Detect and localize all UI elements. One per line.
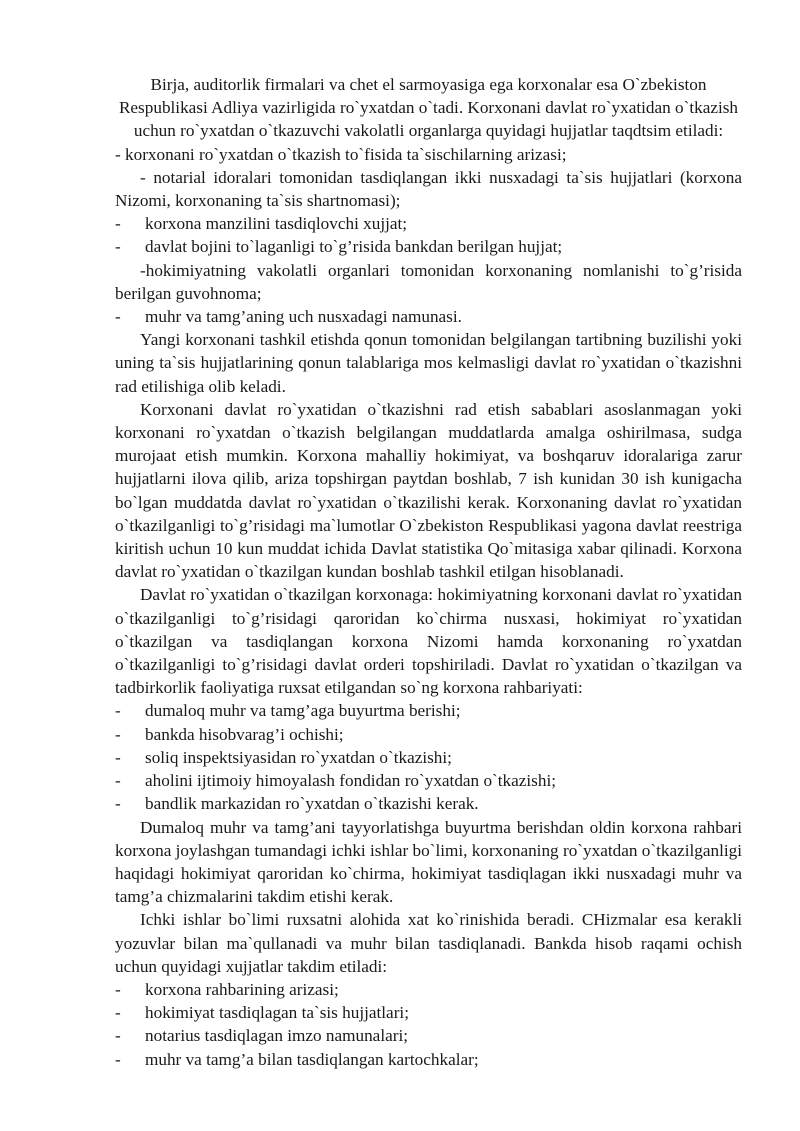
list-item: -hokimiyatning vakolatli organlari tomonidan korxonaning nomlanishi to`g’risida berilgan guvohnoma; [115, 260, 742, 303]
intro-paragraph: Birja, auditorlik firmalari va chet el sarmoyasiga ega korxonalar esa O`zbekiston Respublikasi Adliya vazirligida ro`yxatdan o`tadi. Korxonani davlat ro`yxatidan o`tkazish uchun ro`yxatdan o`tkazuvchi vakolatli organlarga quyidagi hujjatlar taqdtsim etiladi: [118, 75, 739, 141]
list-item-text: muhr va tamg’a bilan tasdiqlangan kartochkalar; [145, 1049, 479, 1069]
list-item [115, 235, 742, 258]
list-item [115, 1048, 742, 1071]
dash-marker: - [115, 1049, 121, 1069]
list-item-text: dumaloq muhr va tamg’aga buyurtma berishi; [145, 701, 461, 721]
body-paragraph: Yangi korxonani tashkil etishda qonun tomonidan belgilangan tartibning buzilishi yoki uning ta`sis hujjatlarining qonun talablariga mos kelmasligi davlat ro`yxatidan o`tkazishni rad etilishiga olib keladi. [115, 330, 742, 396]
list-item-text: korxona rahbarining arizasi; [145, 979, 339, 999]
list-item [115, 699, 742, 722]
body-paragraph: Dumaloq muhr va tamg’ani tayyorlatishga buyurtma berishdan oldin korxona rahbari korxona joylashgan tumandagi ichki ishlar bo`limi, korxonaning ro`yxatdan o`tkazilganligi haqidagi hokimiyat qaroridan ko`chirma, hokimiyat tasdiqlagan ikki nusxadagi muhr va tamg’a chizmalarini takdim etishi kerak. [115, 817, 742, 907]
dash-marker: - [115, 724, 121, 744]
list-item [115, 212, 742, 235]
list-item [115, 305, 742, 328]
list-item [115, 1001, 742, 1024]
body-paragraph: Davlat ro`yxatidan o`tkazilgan korxonaga: hokimiyatning korxonani davlat ro`yxatidan o`tkazilganligi to`g’risidagi qaroridan ko`chirma nusxasi, hokimiyat ro`yxatidan o`tkazilgan va tasdiqlangan korxona Nizomi hamda korxonaning ro`yxatdan o`tkazilganligi to`g’risidagi davlat orderi topshiriladi. Davlat ro`yxatidan o`tkazilgan va tadbirkorlik faoliyatiga ruxsat etilgandan so`ng korxona rahbariyati: [115, 585, 742, 698]
list-item [115, 769, 742, 792]
dash-marker: - [115, 747, 121, 767]
list-item-text: notarius tasdiqlagan imzo namunalari; [145, 1026, 408, 1046]
list-item-text: hokimiyat tasdiqlagan ta`sis hujjatlari; [145, 1003, 409, 1023]
dash-marker: - [115, 214, 121, 234]
list-item [115, 978, 742, 1001]
body-paragraph: Korxonani davlat ro`yxatidan o`tkazishni rad etish sabablari asoslanmagan yoki korxonani ro`yxatdan o`tkazish belgilangan muddatlarda amalga oshirilmasa, sudga murojaat etish mumkin. Korxona mahalliy hokimiyat, va boshqaruv idoralariga zarur hujjatlarni ilova qilib, ariza topshirgan paytdan boshlab, 7 ish kunidan 30 ish kunigacha bo`lgan muddatda davlat ro`yxatidan o`tkazilishi kerak. Korxonaning davlat ro`yxatidan o`tkazilganligi to`g’risidagi ma`lumotlar O`zbekiston Respublikasi yagona davlat reestriga kiritish uchun 10 kun muddat ichida Davlat statistika Qo`mitasiga xabar qilinadi. Korxona davlat ro`yxatidan o`tkazilgan kundan boshlab tashkil etilgan hisoblanadi. [115, 399, 742, 582]
document-page [115, 73, 742, 1071]
dash-marker: - [115, 979, 121, 999]
list-item-text: bankda hisobvarag’i ochishi; [145, 724, 344, 744]
dash-marker: - [115, 771, 121, 791]
list-item-text: aholini ijtimoiy himoyalash fondidan ro`yxatdan o`tkazishi; [145, 771, 556, 791]
list-item [115, 723, 742, 746]
body-paragraph: Ichki ishlar bo`limi ruxsatni alohida xat ko`rinishida beradi. CHizmalar esa kerakli yozuvlar bilan ma`qullanadi va muhr bilan tasdiqlanadi. Bankda hisob raqami ochish uchun quyidagi xujjatlar takdim etiladi: [115, 910, 742, 976]
dash-marker: - [115, 701, 121, 721]
list-item [115, 792, 742, 815]
dash-marker: - [115, 1026, 121, 1046]
dash-marker: - [115, 1003, 121, 1023]
list-item: - notarial idoralari tomonidan tasdiqlangan ikki nusxadagi ta`sis hujjatlari (korxona Nizomi, korxonaning ta`sis shartnomasi); [115, 167, 742, 211]
dash-marker: - [115, 794, 121, 814]
list-item-text: korxona manzilini tasdiqlovchi xujjat; [145, 214, 408, 234]
list-item [115, 746, 742, 769]
list-item-text: soliq inspektsiyasidan ro`yxatdan o`tkazishi; [145, 747, 452, 767]
list-item-text: muhr va tamg’aning uch nusxadagi namunasi. [145, 307, 462, 327]
list-item [115, 1024, 742, 1047]
list-item-text: bandlik markazidan ro`yxatdan o`tkazishi kerak. [145, 794, 479, 814]
list-item: - korxonani ro`yxatdan o`tkazish to`fisida ta`sischilarning arizasi; [115, 144, 567, 164]
list-item-text: davlat bojini to`laganligi to`g’risida bankdan berilgan hujjat; [145, 237, 563, 257]
dash-marker: - [115, 237, 121, 257]
dash-marker: - [115, 307, 121, 327]
